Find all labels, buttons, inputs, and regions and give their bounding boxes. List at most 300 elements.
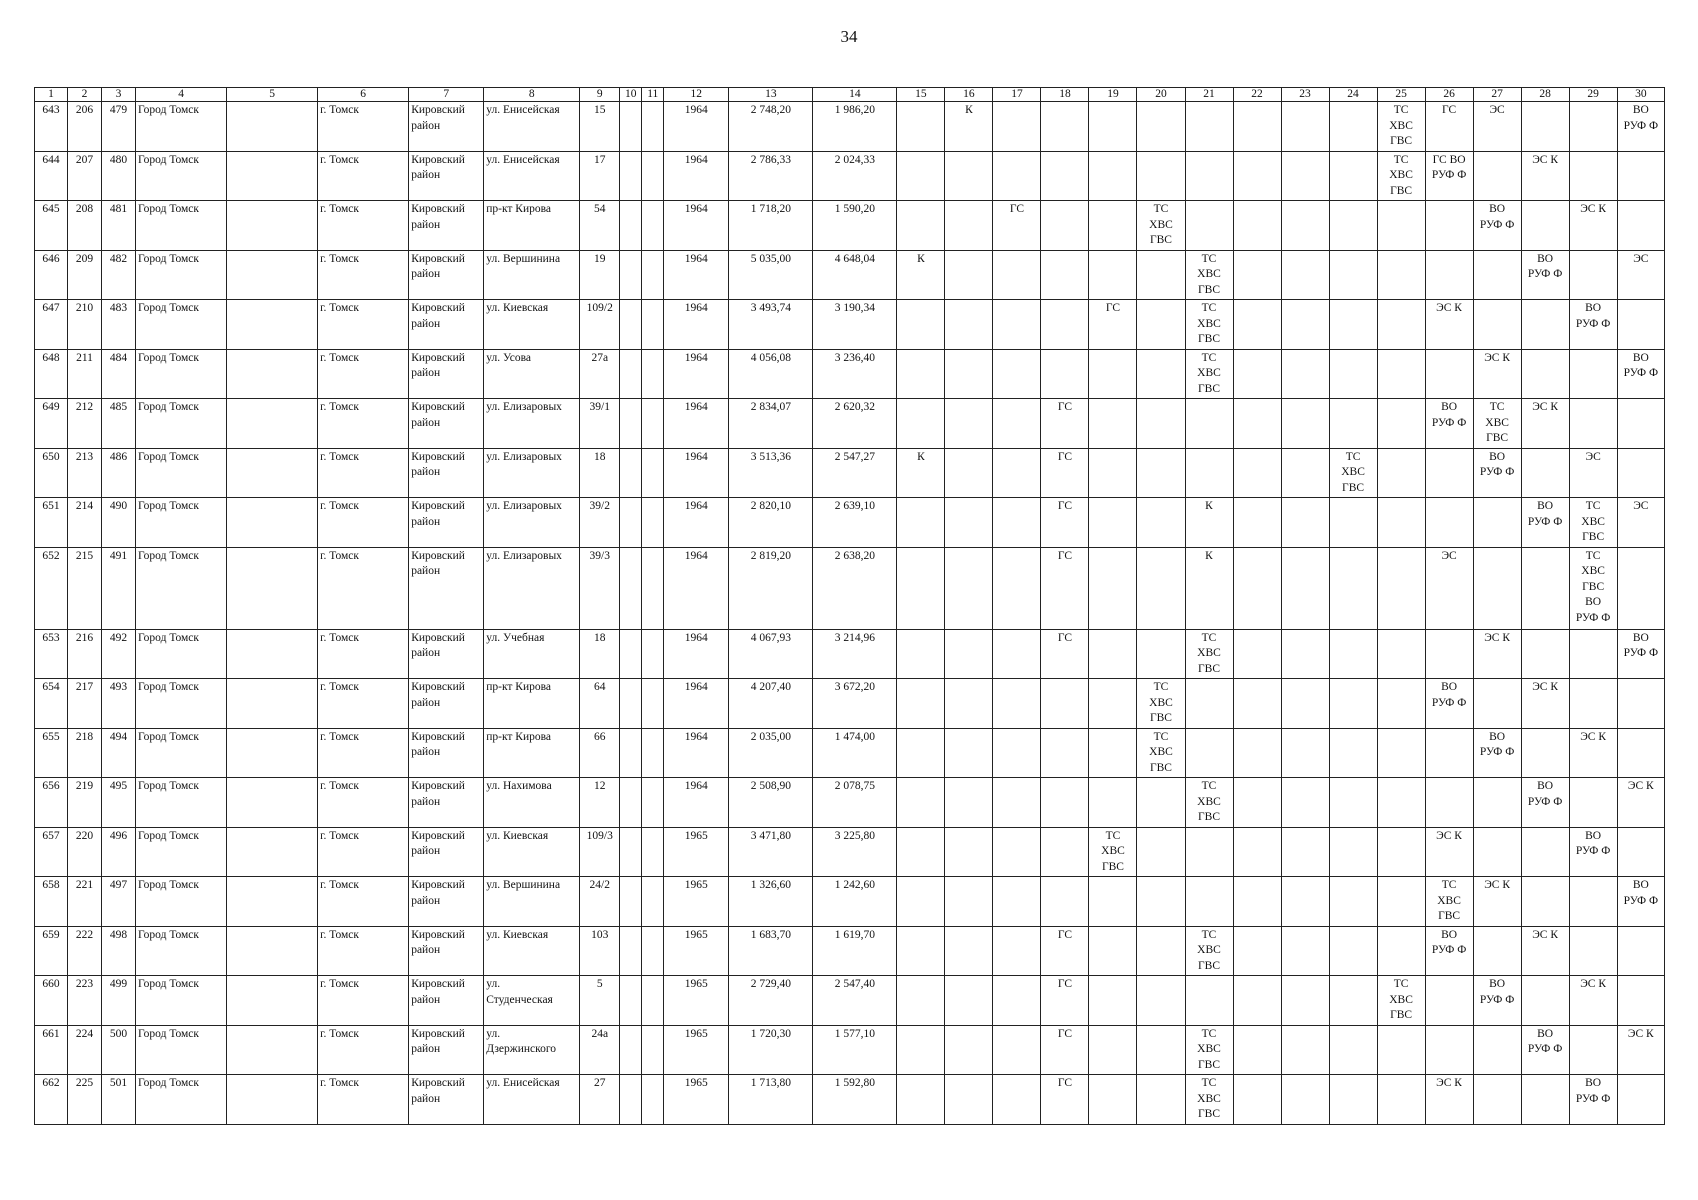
table-cell — [1281, 926, 1329, 976]
table-cell: ЭС — [1569, 448, 1617, 498]
table-row — [35, 547, 1665, 629]
table-cell: 1 713,80 — [729, 1075, 813, 1125]
table-cell: ЭС К — [1617, 778, 1664, 828]
table-cell — [1569, 679, 1617, 729]
table-cell: 211 — [68, 349, 102, 399]
table-cell — [1617, 728, 1664, 778]
table-cell — [945, 728, 993, 778]
table-cell: ул. Усова — [484, 349, 580, 399]
table-cell — [620, 1075, 642, 1125]
table-cell — [1521, 201, 1569, 251]
table-cell — [1473, 926, 1521, 976]
table-cell: 2 639,10 — [813, 498, 897, 548]
table-cell: Город Томск — [136, 679, 227, 729]
column-header: 18 — [1041, 88, 1089, 102]
table-cell — [620, 827, 642, 877]
table-cell — [1281, 349, 1329, 399]
table-cell: 1964 — [664, 679, 729, 729]
table-cell — [1281, 1025, 1329, 1075]
table-cell — [945, 778, 993, 828]
table-cell — [1329, 201, 1377, 251]
table-cell — [1089, 349, 1137, 399]
table-cell — [1233, 349, 1281, 399]
table-cell: ГС ВО РУФ Ф — [1425, 151, 1473, 201]
table-row — [35, 679, 1665, 729]
table-cell — [1233, 976, 1281, 1026]
table-cell: 219 — [68, 778, 102, 828]
table-cell — [1521, 877, 1569, 927]
table-cell: 213 — [68, 448, 102, 498]
table-cell — [945, 679, 993, 729]
table-cell: Кировский район — [409, 498, 484, 548]
table-cell: ТС ХВС ГВС — [1377, 151, 1425, 201]
table-cell — [993, 448, 1041, 498]
table-cell: 2 638,20 — [813, 547, 897, 629]
table-cell: ул. Киевская — [484, 300, 580, 350]
table-cell — [1425, 448, 1473, 498]
table-cell: 24/2 — [580, 877, 620, 927]
table-cell — [1233, 399, 1281, 449]
table-row — [35, 926, 1665, 976]
table-cell: ЭС К — [1521, 399, 1569, 449]
table-cell — [1185, 201, 1233, 251]
table-cell — [642, 1025, 664, 1075]
table-cell: 654 — [35, 679, 68, 729]
table-cell — [1377, 547, 1425, 629]
table-cell — [1233, 877, 1281, 927]
table-cell: г. Томск — [318, 151, 409, 201]
table-cell — [227, 679, 318, 729]
table-cell — [1329, 498, 1377, 548]
table-cell: ЭС К — [1473, 349, 1521, 399]
table-cell — [620, 926, 642, 976]
table-cell — [993, 300, 1041, 350]
table-cell — [227, 201, 318, 251]
table-cell — [1377, 679, 1425, 729]
table-cell — [1521, 547, 1569, 629]
table-cell — [1329, 827, 1377, 877]
table-cell — [1617, 827, 1664, 877]
table-cell — [1329, 976, 1377, 1026]
table-cell — [642, 778, 664, 828]
table-cell — [642, 728, 664, 778]
table-cell — [1281, 728, 1329, 778]
table-cell: г. Томск — [318, 201, 409, 251]
table-cell — [1473, 547, 1521, 629]
table-cell — [1137, 976, 1185, 1026]
table-cell — [1041, 250, 1089, 300]
table-cell — [1185, 679, 1233, 729]
table-cell: ВО РУФ Ф — [1473, 448, 1521, 498]
table-cell — [897, 201, 945, 251]
table-cell — [620, 300, 642, 350]
table-cell — [1137, 498, 1185, 548]
table-row — [35, 1075, 1665, 1125]
table-cell — [620, 728, 642, 778]
table-cell — [1521, 976, 1569, 1026]
table-cell — [1137, 827, 1185, 877]
table-cell: ВО РУФ Ф — [1425, 399, 1473, 449]
table-cell: 1964 — [664, 498, 729, 548]
column-number-row — [35, 88, 1665, 102]
table-cell: 1964 — [664, 629, 729, 679]
table-cell — [1425, 250, 1473, 300]
table-row — [35, 827, 1665, 877]
table-cell — [1041, 151, 1089, 201]
table-cell — [1329, 877, 1377, 927]
table-cell: 498 — [102, 926, 136, 976]
table-cell: 2 024,33 — [813, 151, 897, 201]
column-header: 26 — [1425, 88, 1473, 102]
table-cell: Кировский район — [409, 1025, 484, 1075]
table-cell: ул. Учебная — [484, 629, 580, 679]
table-cell: ТС ХВС ГВС — [1185, 300, 1233, 350]
table-row — [35, 300, 1665, 350]
table-cell: 1 242,60 — [813, 877, 897, 927]
table-cell — [227, 1025, 318, 1075]
table-cell — [1617, 679, 1664, 729]
table-cell — [1521, 349, 1569, 399]
table-cell: 1 474,00 — [813, 728, 897, 778]
table-cell — [1569, 399, 1617, 449]
table-cell — [620, 976, 642, 1026]
table-cell: 2 786,33 — [729, 151, 813, 201]
table-cell — [993, 877, 1041, 927]
table-cell — [993, 679, 1041, 729]
table-cell — [1473, 1075, 1521, 1125]
table-cell: Город Томск — [136, 976, 227, 1026]
table-cell: ТС ХВС ГВС — [1569, 498, 1617, 548]
table-cell: г. Томск — [318, 300, 409, 350]
table-cell — [1185, 102, 1233, 152]
table-cell: Кировский район — [409, 877, 484, 927]
table-cell: г. Томск — [318, 629, 409, 679]
table-cell: ГС — [1041, 926, 1089, 976]
table-cell — [945, 349, 993, 399]
column-header: 5 — [227, 88, 318, 102]
table-cell: Город Томск — [136, 349, 227, 399]
table-cell: ЭС — [1617, 250, 1664, 300]
table-cell: ГС — [1041, 498, 1089, 548]
table-cell: ЭС К — [1569, 976, 1617, 1026]
table-cell: 18 — [580, 448, 620, 498]
table-cell: 1 592,80 — [813, 1075, 897, 1125]
table-cell — [642, 629, 664, 679]
table-cell — [1329, 1025, 1377, 1075]
table-row — [35, 349, 1665, 399]
table-cell — [620, 877, 642, 927]
table-cell — [1617, 976, 1664, 1026]
table-cell: 225 — [68, 1075, 102, 1125]
table-cell: пр-кт Кирова — [484, 201, 580, 251]
table-cell — [1281, 151, 1329, 201]
table-cell: ГС — [1089, 300, 1137, 350]
table-cell: ТС ХВС ГВС — [1185, 926, 1233, 976]
table-cell: 650 — [35, 448, 68, 498]
table-cell: 500 — [102, 1025, 136, 1075]
table-cell: Город Томск — [136, 151, 227, 201]
table-cell — [1233, 547, 1281, 629]
table-cell: ВО РУФ Ф — [1521, 778, 1569, 828]
table-cell — [1329, 300, 1377, 350]
table-cell — [642, 926, 664, 976]
table-row — [35, 976, 1665, 1026]
table-cell: Город Томск — [136, 399, 227, 449]
table-cell — [1089, 877, 1137, 927]
table-cell — [1281, 250, 1329, 300]
column-header: 6 — [318, 88, 409, 102]
table-cell — [897, 877, 945, 927]
table-cell — [1233, 250, 1281, 300]
table-cell — [620, 102, 642, 152]
table-cell — [620, 151, 642, 201]
table-cell: 1964 — [664, 547, 729, 629]
table-cell — [1569, 877, 1617, 927]
table-cell: 39/2 — [580, 498, 620, 548]
table-cell — [945, 1075, 993, 1125]
table-cell — [1281, 547, 1329, 629]
table-cell — [227, 102, 318, 152]
table-cell: 655 — [35, 728, 68, 778]
table-cell: 216 — [68, 629, 102, 679]
table-row — [35, 728, 1665, 778]
table-cell: г. Томск — [318, 926, 409, 976]
table-cell — [642, 349, 664, 399]
table-cell — [1281, 877, 1329, 927]
table-cell — [1329, 1075, 1377, 1125]
table-cell: ул. Елизаровых — [484, 547, 580, 629]
table-cell: ул. Студенческая — [484, 976, 580, 1026]
table-cell — [1089, 926, 1137, 976]
table-cell: 658 — [35, 877, 68, 927]
table-cell — [1233, 102, 1281, 152]
table-cell: 1964 — [664, 102, 729, 152]
table-cell — [642, 151, 664, 201]
table-cell — [1041, 728, 1089, 778]
table-cell: 483 — [102, 300, 136, 350]
table-cell — [1377, 250, 1425, 300]
table-cell: г. Томск — [318, 827, 409, 877]
table-cell — [1137, 1075, 1185, 1125]
table-row — [35, 201, 1665, 251]
table-cell: 210 — [68, 300, 102, 350]
column-header: 13 — [729, 88, 813, 102]
table-cell: 491 — [102, 547, 136, 629]
table-cell: 480 — [102, 151, 136, 201]
table-cell — [227, 778, 318, 828]
table-cell: 109/2 — [580, 300, 620, 350]
table-cell — [897, 728, 945, 778]
table-cell: 493 — [102, 679, 136, 729]
table-cell — [1473, 151, 1521, 201]
table-cell: ВО РУФ Ф — [1473, 728, 1521, 778]
table-cell: Город Томск — [136, 1075, 227, 1125]
table-cell: К — [1185, 547, 1233, 629]
table-cell — [1233, 728, 1281, 778]
table-row — [35, 399, 1665, 449]
table-cell — [1233, 1075, 1281, 1125]
table-cell: Кировский район — [409, 1075, 484, 1125]
table-cell: 501 — [102, 1075, 136, 1125]
table-row — [35, 448, 1665, 498]
table-cell — [1377, 349, 1425, 399]
table-cell — [1089, 448, 1137, 498]
table-cell: 24а — [580, 1025, 620, 1075]
table-cell — [897, 679, 945, 729]
table-cell: г. Томск — [318, 1075, 409, 1125]
table-cell: ул. Елизаровых — [484, 448, 580, 498]
table-cell — [1233, 151, 1281, 201]
table-cell: 220 — [68, 827, 102, 877]
table-cell: 647 — [35, 300, 68, 350]
table-cell — [1569, 778, 1617, 828]
table-cell: 481 — [102, 201, 136, 251]
table-cell — [1137, 778, 1185, 828]
table-cell: ул. Нахимова — [484, 778, 580, 828]
table-cell — [1281, 399, 1329, 449]
table-cell — [945, 547, 993, 629]
table-cell: 496 — [102, 827, 136, 877]
table-cell: 3 214,96 — [813, 629, 897, 679]
table-cell — [993, 151, 1041, 201]
table-cell — [1185, 827, 1233, 877]
table-cell: 490 — [102, 498, 136, 548]
table-cell — [1521, 827, 1569, 877]
table-cell: 2 078,75 — [813, 778, 897, 828]
table-cell: ТС ХВС ГВС — [1137, 201, 1185, 251]
table-cell: К — [897, 250, 945, 300]
table-cell — [1617, 547, 1664, 629]
table-cell: ЭС К — [1473, 877, 1521, 927]
table-cell — [1137, 349, 1185, 399]
table-cell: 2 820,10 — [729, 498, 813, 548]
table-cell — [1473, 679, 1521, 729]
table-cell — [1281, 778, 1329, 828]
table-cell: Кировский район — [409, 448, 484, 498]
table-cell: 1 619,70 — [813, 926, 897, 976]
column-header: 1 — [35, 88, 68, 102]
table-cell: 1 577,10 — [813, 1025, 897, 1075]
table-cell — [1425, 629, 1473, 679]
table-cell: ТС ХВС ГВС — [1137, 679, 1185, 729]
table-cell: ул. Енисейская — [484, 151, 580, 201]
table-cell: Кировский район — [409, 827, 484, 877]
table-cell — [1521, 448, 1569, 498]
table-cell — [620, 201, 642, 251]
table-cell: г. Томск — [318, 448, 409, 498]
table-cell: 648 — [35, 349, 68, 399]
table-cell: Город Томск — [136, 926, 227, 976]
table-cell: 486 — [102, 448, 136, 498]
table-cell — [227, 151, 318, 201]
register-table — [34, 87, 1665, 1125]
table-cell — [1473, 1025, 1521, 1075]
table-cell: 494 — [102, 728, 136, 778]
table-cell: 27а — [580, 349, 620, 399]
table-cell — [1617, 201, 1664, 251]
table-cell: 2 819,20 — [729, 547, 813, 629]
column-header: 24 — [1329, 88, 1377, 102]
table-cell — [993, 547, 1041, 629]
table-cell — [1137, 547, 1185, 629]
table-cell — [620, 498, 642, 548]
table-cell — [1233, 1025, 1281, 1075]
table-cell — [227, 547, 318, 629]
table-cell — [1185, 728, 1233, 778]
table-cell: ТС ХВС ГВС ВО РУФ Ф — [1569, 547, 1617, 629]
table-cell: г. Томск — [318, 399, 409, 449]
column-header: 16 — [945, 88, 993, 102]
table-cell: ул. Вершинина — [484, 877, 580, 927]
table-cell — [227, 728, 318, 778]
table-cell: 1965 — [664, 1075, 729, 1125]
table-cell — [1377, 728, 1425, 778]
table-cell: 1964 — [664, 250, 729, 300]
table-cell: 5 — [580, 976, 620, 1026]
table-cell — [620, 399, 642, 449]
table-cell — [642, 547, 664, 629]
table-cell — [1329, 547, 1377, 629]
table-cell: ВО РУФ Ф — [1617, 629, 1664, 679]
table-cell: ВО РУФ Ф — [1569, 827, 1617, 877]
table-cell — [1137, 250, 1185, 300]
table-cell — [1329, 679, 1377, 729]
table-cell: 1965 — [664, 976, 729, 1026]
table-cell — [1425, 976, 1473, 1026]
table-row — [35, 877, 1665, 927]
table-cell: Город Томск — [136, 827, 227, 877]
table-cell — [642, 201, 664, 251]
table-cell: ТС ХВС ГВС — [1185, 778, 1233, 828]
table-cell — [1089, 1025, 1137, 1075]
table-cell — [227, 300, 318, 350]
table-cell: г. Томск — [318, 547, 409, 629]
table-cell: Город Томск — [136, 102, 227, 152]
table-cell — [1233, 679, 1281, 729]
table-cell — [227, 629, 318, 679]
table-cell — [1521, 300, 1569, 350]
table-cell: ГС — [1041, 1075, 1089, 1125]
table-cell — [897, 778, 945, 828]
table-cell: Город Томск — [136, 448, 227, 498]
table-cell: ВО РУФ Ф — [1521, 498, 1569, 548]
table-cell: Кировский район — [409, 926, 484, 976]
table-cell: 662 — [35, 1075, 68, 1125]
table-cell — [1521, 102, 1569, 152]
table-cell: ул. Елизаровых — [484, 399, 580, 449]
table-cell: 1 590,20 — [813, 201, 897, 251]
table-cell — [1377, 448, 1425, 498]
table-cell: ТС ХВС ГВС — [1473, 399, 1521, 449]
table-cell — [1281, 498, 1329, 548]
table-cell: 54 — [580, 201, 620, 251]
table-cell — [1377, 877, 1425, 927]
table-cell: ТС ХВС ГВС — [1089, 827, 1137, 877]
table-cell — [227, 498, 318, 548]
table-cell: Город Томск — [136, 877, 227, 927]
table-cell — [1281, 201, 1329, 251]
table-cell: ВО РУФ Ф — [1521, 1025, 1569, 1075]
table-cell: 4 056,08 — [729, 349, 813, 399]
table-cell: ТС ХВС ГВС — [1185, 349, 1233, 399]
table-cell — [1425, 728, 1473, 778]
table-cell: ЭС К — [1521, 926, 1569, 976]
table-cell — [227, 250, 318, 300]
table-cell — [642, 827, 664, 877]
table-cell: Город Томск — [136, 300, 227, 350]
table-cell: 224 — [68, 1025, 102, 1075]
table-cell — [1089, 629, 1137, 679]
